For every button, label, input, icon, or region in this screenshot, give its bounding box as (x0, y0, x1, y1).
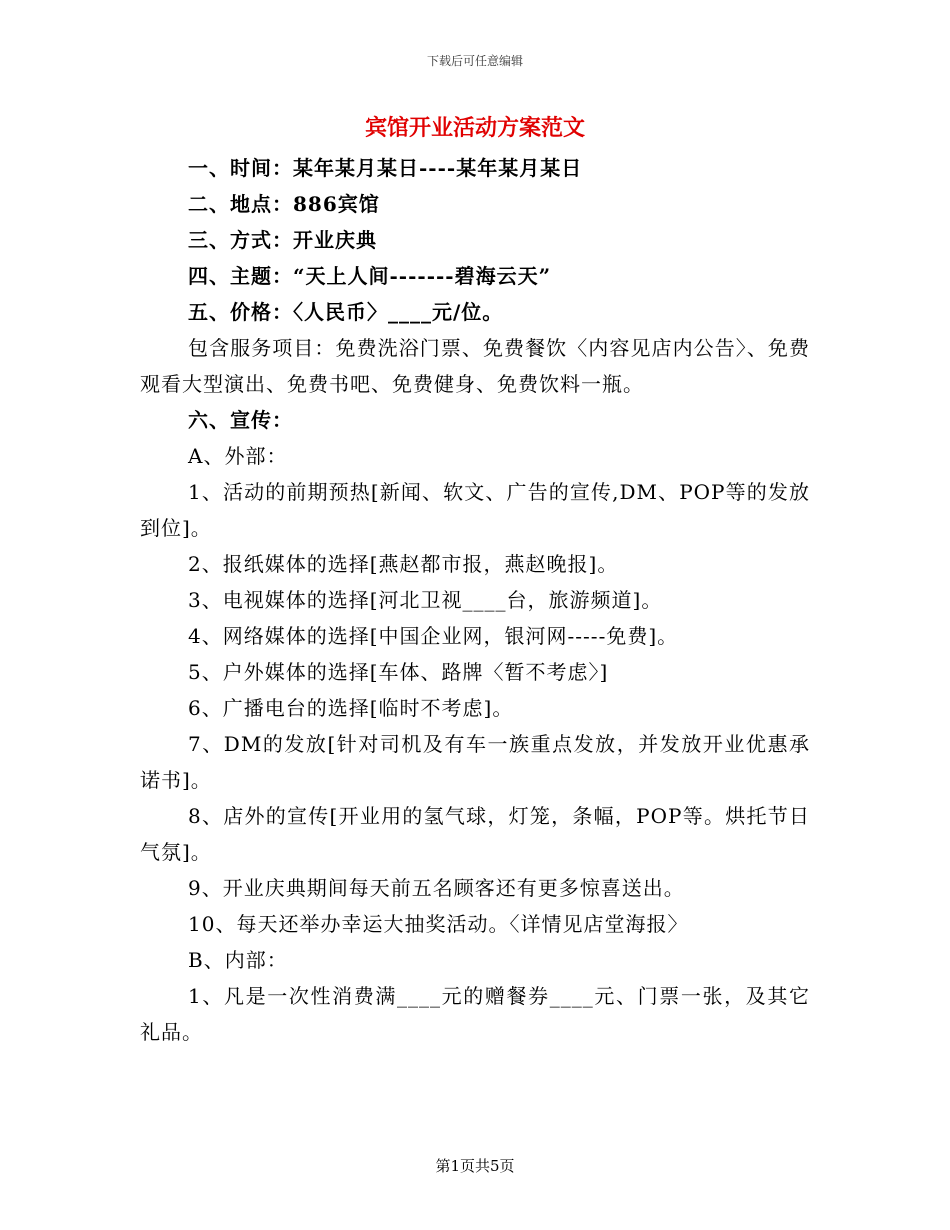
list-item: 5、户外媒体的选择[车体、路牌〈暂不考虑〉] (188, 660, 609, 684)
list-item: 3、电视媒体的选择[河北卫视____台，旅游频道]。 (188, 588, 663, 612)
list-item: 1、凡是一次性消费满____元的赠餐券____元、门票一张，及其它礼品。 (140, 984, 810, 1044)
page-number-footer: 第1页共5页 (435, 1157, 515, 1175)
heading-format: 三、方式：开业庆典 (188, 228, 377, 252)
heading-price: 五、价格：〈人民币〉____元/位。 (188, 300, 504, 324)
services-paragraph: 包含服务项目：免费洗浴门票、免费餐饮〈内容见店内公告〉、免费观看大型演出、免费书吧、免费健身、免费饮料一瓶。 (140, 336, 810, 396)
section-external-heading: A、外部： (188, 444, 288, 468)
list-item: 10、每天还举办幸运大抽奖活动。〈详情见店堂海报〉 (188, 912, 689, 936)
heading-theme: 四、主题：“天上人间-------碧海云天” (188, 264, 552, 288)
section-promotion-heading: 六、宣传： (188, 408, 293, 432)
page-header-note: 下载后可任意编辑 (426, 54, 523, 68)
list-item: 8、店外的宣传[开业用的氢气球，灯笼，条幅，POP等。烘托节日气氛]。 (140, 804, 810, 864)
list-item: 2、报纸媒体的选择[燕赵都市报，燕赵晚报]。 (188, 552, 619, 576)
document-body (140, 110, 810, 1050)
document-title: 宾馆开业活动方案范文 (364, 115, 585, 141)
section-internal-heading: B、内部： (188, 948, 288, 972)
list-item: 1、活动的前期预热[新闻、软文、广告的宣传,DM、POP等的发放到位]。 (140, 480, 810, 540)
list-item: 9、开业庆典期间每天前五名顾客还有更多惊喜送出。 (188, 876, 685, 900)
heading-time: 一、时间：某年某月某日----某年某月某日 (188, 156, 583, 180)
heading-location: 二、地点：886宾馆 (188, 192, 380, 216)
list-item: 6、广播电台的选择[临时不考虑]。 (188, 696, 514, 720)
list-item: 4、网络媒体的选择[中国企业网，银河网-----免费]。 (188, 624, 679, 648)
list-item: 7、DM的发放[针对司机及有车一族重点发放，并发放开业优惠承诺书]。 (140, 732, 810, 792)
